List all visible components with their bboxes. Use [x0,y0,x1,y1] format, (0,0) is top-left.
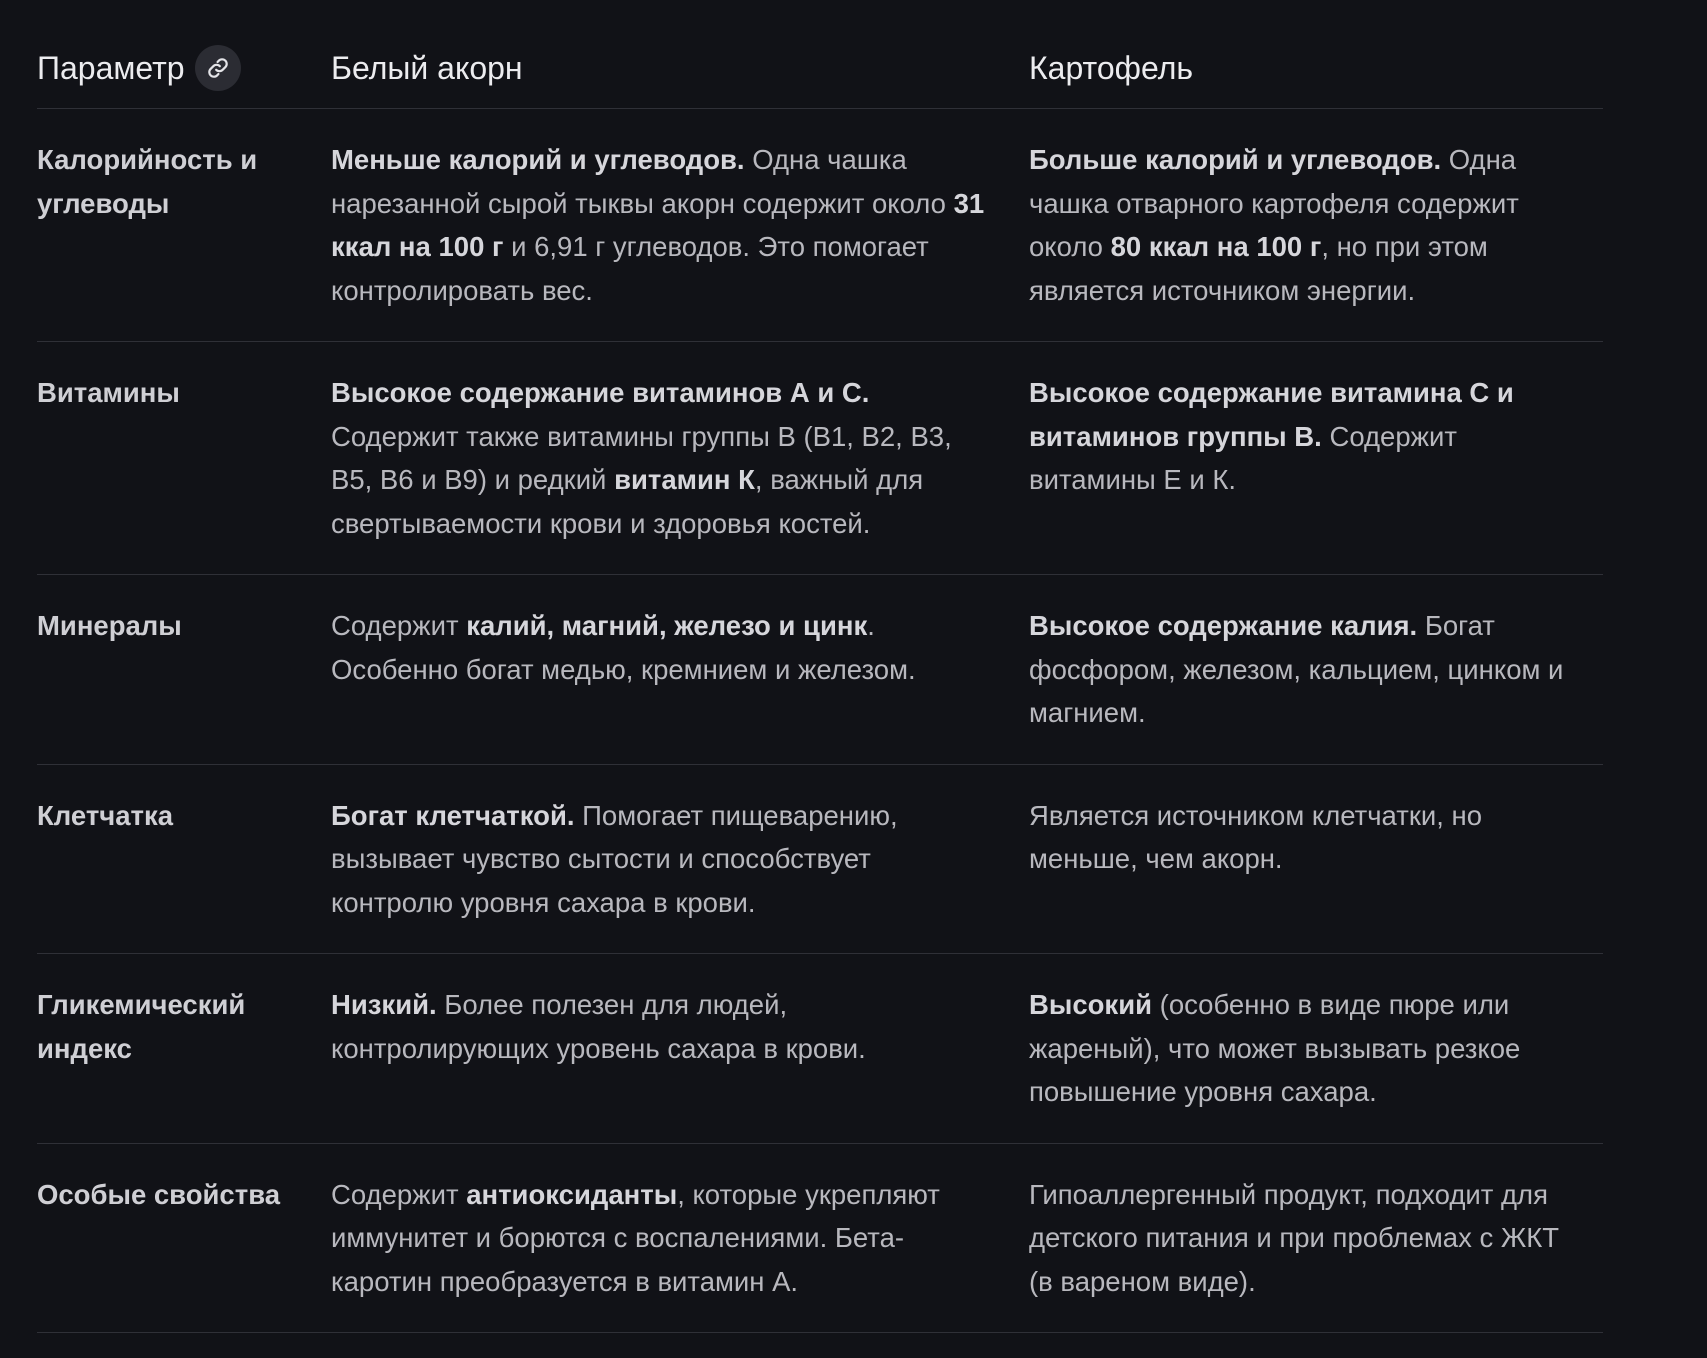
acorn-cell [331,575,1029,765]
table-row [37,575,1603,765]
header-param [37,28,331,109]
bold-text: Больше калорий и углеводов. [1029,144,1442,175]
row-param-cell: Особые свойства [37,1143,331,1333]
table-row [37,109,1603,342]
acorn-cell [331,1143,1029,1333]
copy-link-button[interactable] [195,45,241,91]
text: Является источником клетчатки, но меньше, чем акорн. [1029,799,1482,874]
text: Одна чашка нарезанной сырой тыквы акорн содержит около [331,144,954,219]
potato-cell [1029,954,1603,1144]
header-white-acorn: Белый акорн [331,28,1029,109]
text: Содержит также витамины группы В (В1, В2, В3, В5, В6 и В9) и редкий [331,420,952,495]
bold-text: Низкий. [331,989,437,1020]
acorn-cell [331,764,1029,954]
potato-cell [1029,575,1603,765]
text: Помогает пищеварению, вызывает чувство сытости и способствует контролю уровня сахара в крови. [331,799,898,918]
text: (особенно в виде пюре или жареный), что может вызывать резкое повышение уровня сахара. [1029,989,1521,1107]
bold-text: Высокое содержание витамина С и витаминов группы В. [1029,377,1514,452]
bold-text: калий, магний, железо и цинк [466,610,868,641]
comparison-table [37,28,1603,1333]
table-header-row [37,28,1603,109]
text: Содержит [331,1178,467,1210]
text: Богат фосфором, железом, кальцием, цинком и магнием. [1029,610,1564,728]
potato-cell [1029,109,1603,342]
row-param-cell: Витамины [37,342,331,575]
bold-text: Высокий [1029,989,1153,1020]
header-param-label: Параметр [37,49,185,86]
acorn-cell [331,342,1029,575]
text: Гипоаллергенный продукт, подходит для детского питания и при проблемах с ЖКТ (в вареном виде). [1029,1178,1560,1297]
text: , но при этом является источником энергии. [1029,231,1488,306]
text: . Особенно богат медью, кремнием и железом. [331,610,916,685]
bold-text: витамин К [614,464,755,495]
header-potato: Картофель [1029,28,1603,109]
text: и 6,91 г углеводов. Это помогает контролировать вес. [331,231,929,306]
table-row [37,954,1603,1144]
potato-cell [1029,764,1603,954]
text: , которые укрепляют иммунитет и борются с воспалениями. Бета-каротин преобразуется в витамин А. [331,1178,940,1297]
bold-text: Богат клетчаткой. [331,799,575,831]
bold-text: 31 ккал на 100 г [331,187,985,262]
text: Одна чашка отварного картофеля содержит около [1029,144,1519,262]
bold-text: Высокое содержание калия. [1029,610,1418,641]
row-param-cell: Гликемический индекс [37,954,331,1144]
table-body [37,109,1603,1333]
text: Содержит витамины Е и К. [1029,420,1457,495]
comparison-table-container [37,28,1603,1333]
row-param-cell: Калорийность и углеводы [37,109,331,342]
row-param-cell: Клетчатка [37,764,331,954]
text: Более полезен для людей, контролирующих уровень сахара в крови. [331,989,866,1064]
bold-text: Меньше калорий и углеводов. [331,144,745,175]
row-param-cell: Минералы [37,575,331,765]
table-row [37,764,1603,954]
potato-cell [1029,1143,1603,1333]
link-icon [207,57,229,79]
bold-text: Высокое содержание витаминов А и С. [331,377,870,408]
table-row [37,342,1603,575]
acorn-cell [331,109,1029,342]
text: Содержит [331,610,467,641]
acorn-cell [331,954,1029,1144]
text: , важный для свертываемости крови и здоровья костей. [331,464,924,539]
table-row [37,1143,1603,1333]
potato-cell [1029,342,1603,575]
bold-text: антиоксиданты [466,1178,678,1210]
bold-text: 80 ккал на 100 г [1110,231,1322,262]
